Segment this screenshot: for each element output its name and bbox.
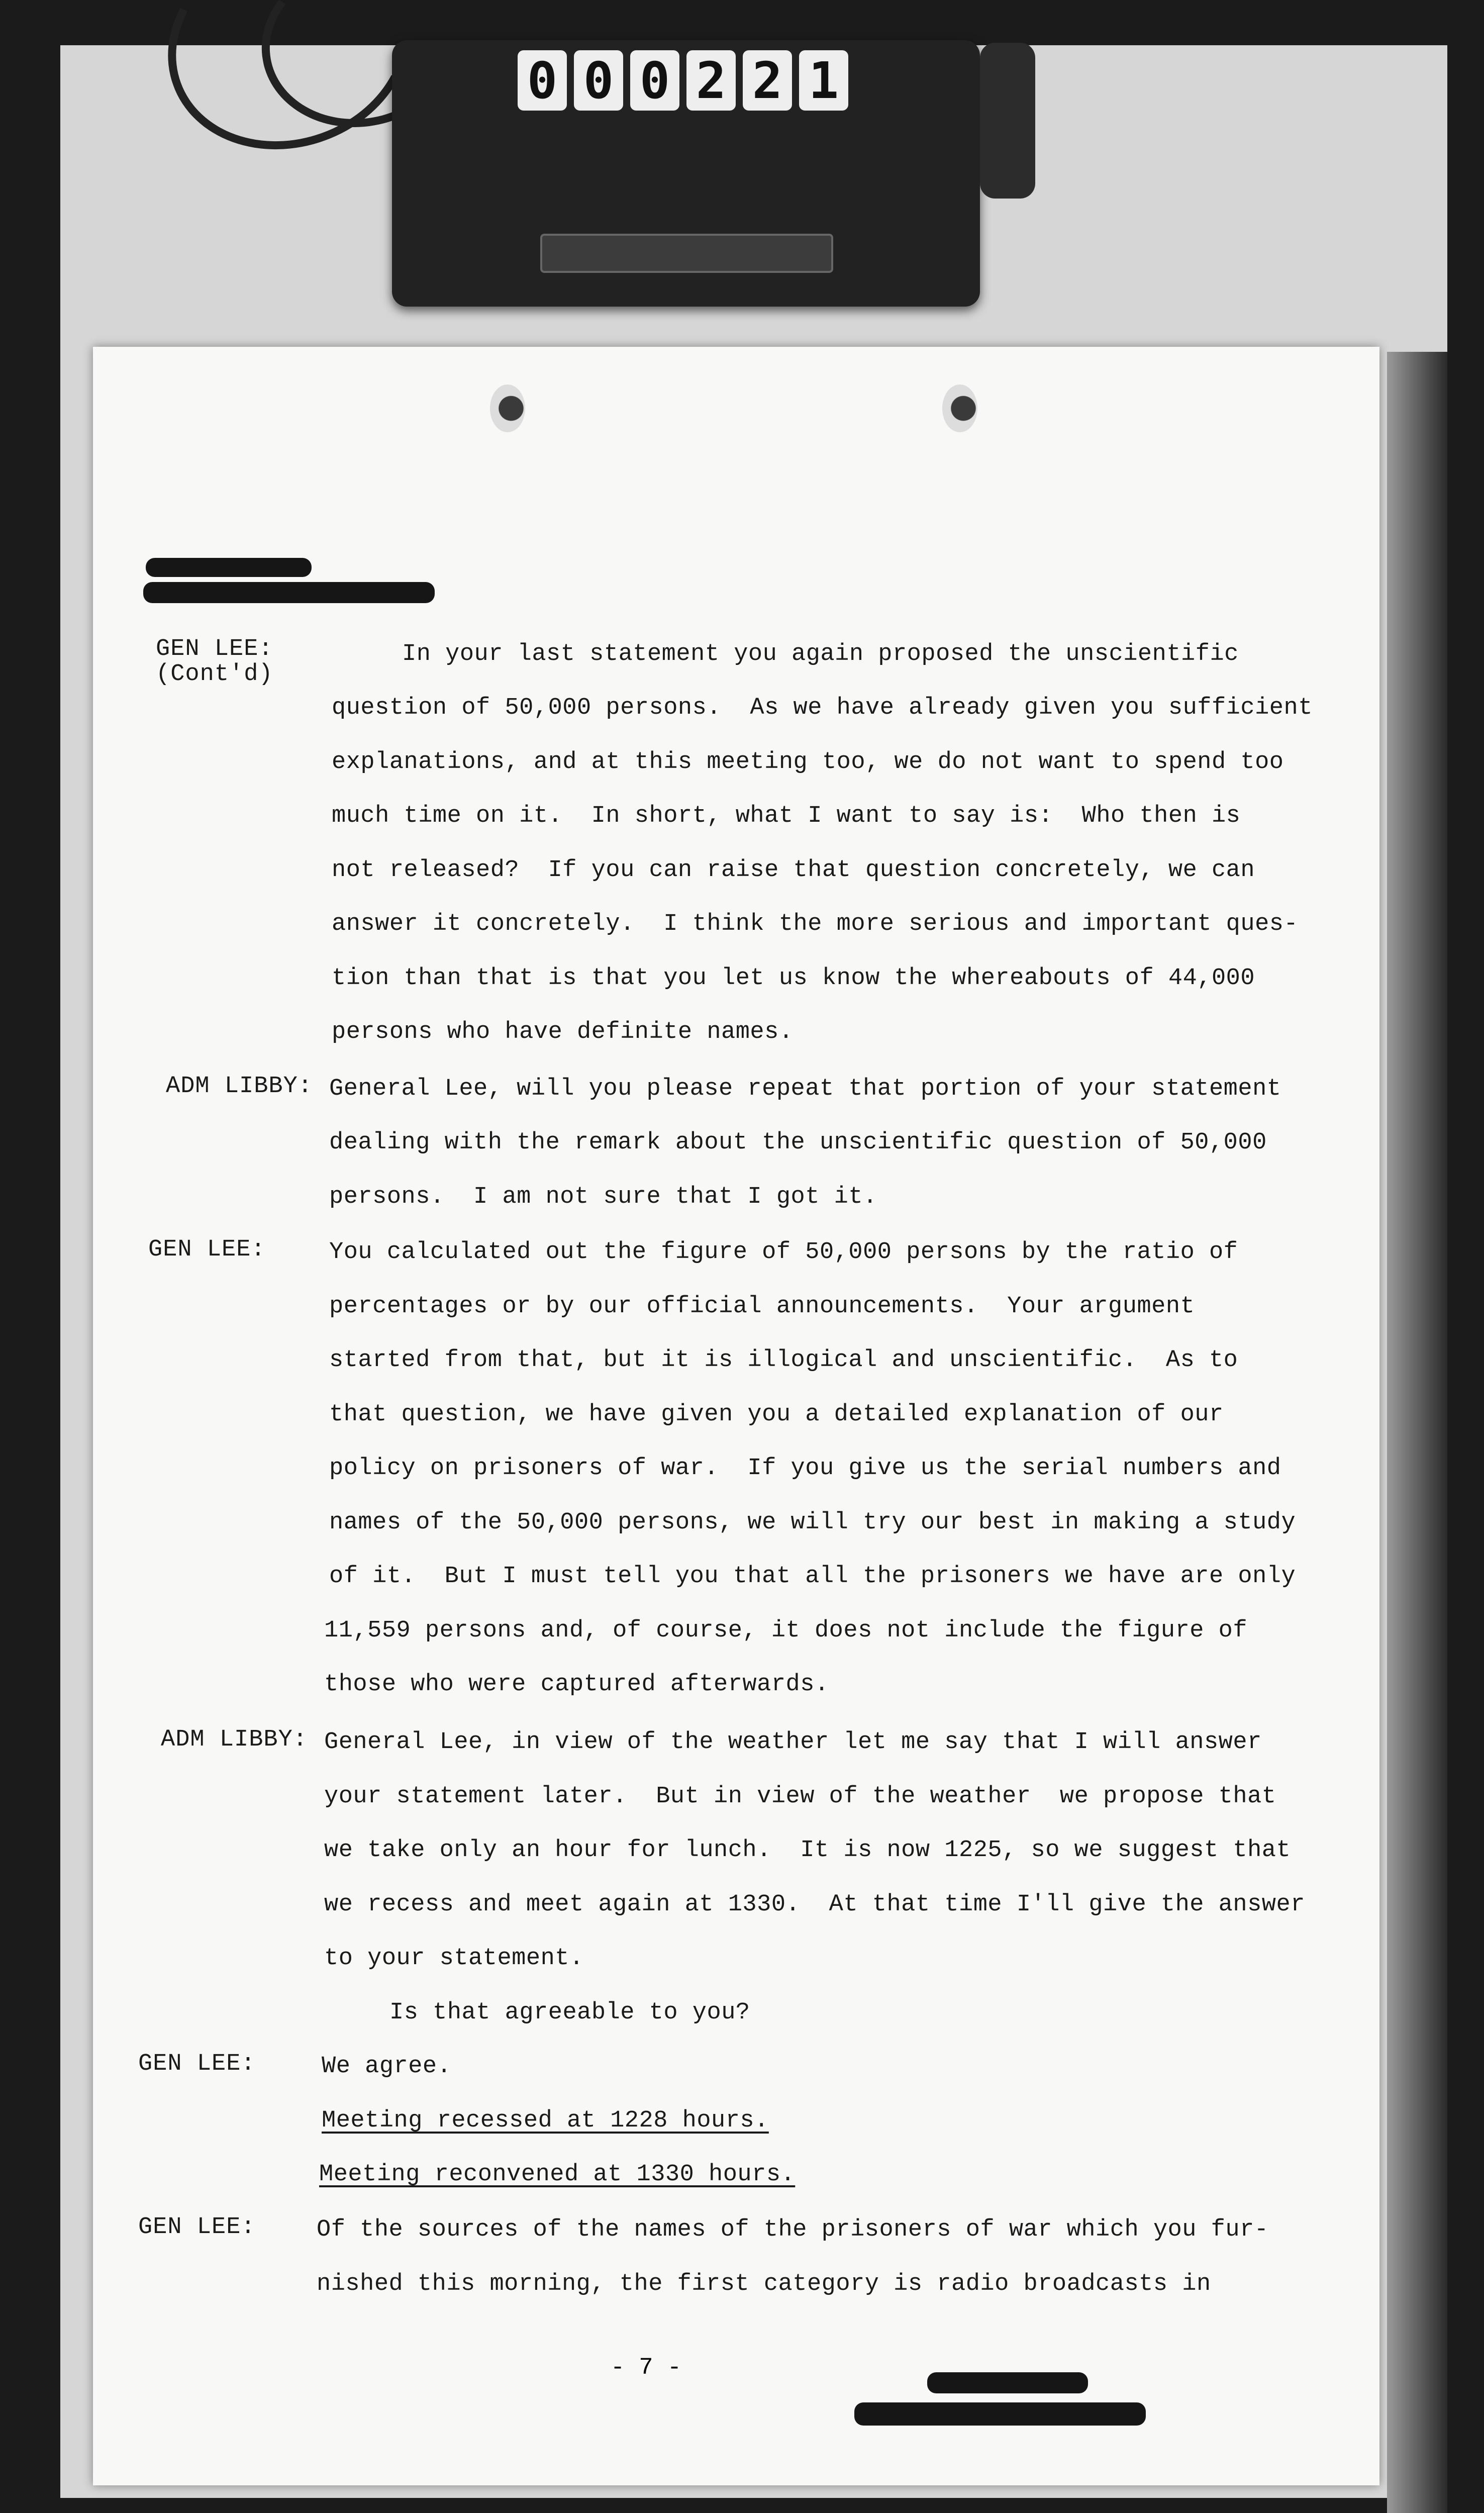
transcript-line: persons who have definite names. [332, 1019, 794, 1045]
transcript-line: of it. But I must tell you that all the prisoners we have are only [329, 1563, 1296, 1590]
redaction-mark [854, 2402, 1146, 2426]
transcript-line: not released? If you can raise that question concretely, we can [332, 857, 1255, 884]
transcript-line: that question, we have given you a detailed explanation of our [329, 1401, 1224, 1428]
transcript-line: Is that agreeable to you? [389, 1999, 750, 2026]
counter-digit: 0 [518, 50, 567, 111]
counter-digit: 0 [630, 50, 679, 111]
redaction-mark [927, 2372, 1088, 2393]
speaker-label: GEN LEE: [148, 1236, 266, 1263]
transcript-line: to your statement. [324, 1945, 584, 1972]
speaker-label: GEN LEE: [156, 636, 273, 662]
counter-knob [980, 43, 1035, 199]
transcript-line: answer it concretely. I think the more serious and important ques- [332, 911, 1299, 937]
backboard-shadow [1387, 352, 1447, 2513]
speaker-label: GEN LEE: [138, 2214, 256, 2241]
transcript-line: Of the sources of the names of the prisoners of war which you fur- [317, 2216, 1269, 2243]
counter-digit: 2 [686, 50, 736, 111]
transcript-line: We agree. [322, 2053, 452, 2080]
transcript-line: In your last statement you again proposed the unscientific [402, 641, 1239, 667]
transcript-line: 11,559 persons and, of course, it does not include the figure of [324, 1617, 1248, 1644]
meeting-reconvened-note: Meeting reconvened at 1330 hours. [319, 2161, 796, 2188]
transcript-line: explanations, and at this meeting too, we do not want to spend too [332, 749, 1284, 776]
counter-digit: 1 [799, 50, 848, 111]
speaker-label: ADM LIBBY: [166, 1073, 313, 1100]
speaker-continued-note: (Cont'd) [156, 661, 273, 688]
frame-counter-digits [518, 50, 848, 111]
transcript-line: question of 50,000 persons. As we have already given you sufficient [332, 695, 1313, 721]
transcript-line: those who were captured afterwards. [324, 1671, 829, 1698]
transcript-body [93, 347, 1379, 2485]
transcript-line: much time on it. In short, what I want to say is: Who then is [332, 803, 1241, 829]
transcript-line: percentages or by our official announcements. Your argument [329, 1293, 1195, 1320]
speaker-label: GEN LEE: [138, 2051, 256, 2077]
counter-digit: 0 [574, 50, 623, 111]
transcript-line: we take only an hour for lunch. It is now 1225, so we suggest that [324, 1837, 1291, 1864]
meeting-recessed-note: Meeting recessed at 1228 hours. [322, 2107, 769, 2134]
counter-digit: 2 [743, 50, 792, 111]
transcript-line: dealing with the remark about the unscientific question of 50,000 [329, 1129, 1267, 1156]
transcript-line: your statement later. But in view of the weather we propose that [324, 1783, 1276, 1810]
transcript-line: policy on prisoners of war. If you give us the serial numbers and [329, 1455, 1281, 1482]
transcript-line: General Lee, in view of the weather let me say that I will answer [324, 1729, 1262, 1756]
transcript-line: tion than that is that you let us know the whereabouts of 44,000 [332, 965, 1255, 992]
transcript-line: started from that, but it is illogical and unscientific. As to [329, 1347, 1238, 1374]
transcript-line: we recess and meet again at 1330. At that time I'll give the answer [324, 1891, 1305, 1918]
counter-nameplate [540, 234, 833, 273]
page-number: - 7 - [611, 2355, 682, 2381]
transcript-line: General Lee, will you please repeat that portion of your statement [329, 1076, 1281, 1102]
speaker-label: ADM LIBBY: [161, 1726, 308, 1753]
transcript-line: persons. I am not sure that I got it. [329, 1184, 877, 1210]
transcript-line: nished this morning, the first category is radio broadcasts in [317, 2271, 1211, 2297]
transcript-line: You calculated out the figure of 50,000 persons by the ratio of [329, 1239, 1238, 1266]
transcript-line: names of the 50,000 persons, we will try our best in making a study [329, 1509, 1296, 1536]
document-page [93, 347, 1379, 2485]
